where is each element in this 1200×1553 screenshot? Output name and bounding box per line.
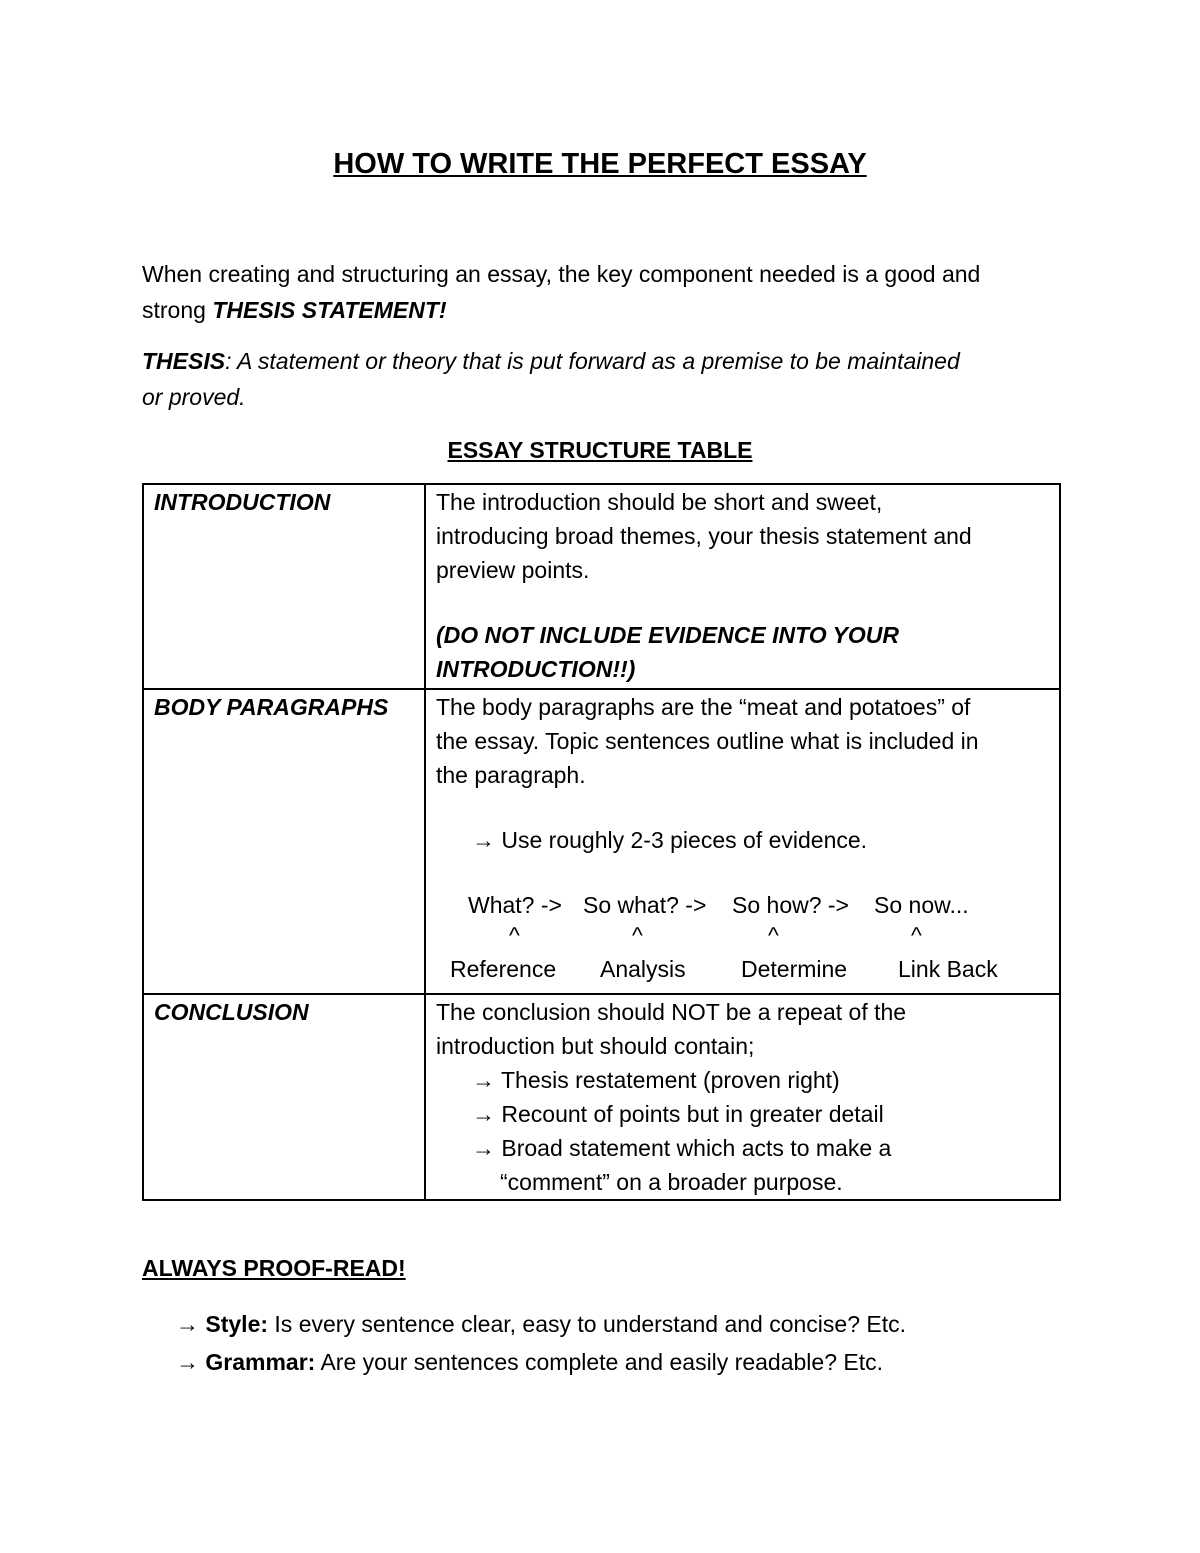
conclusion-label: CONCLUSION [143,994,425,1200]
body-paragraphs-label: BODY PARAGRAPHS [143,689,425,994]
body-paragraphs-content [425,689,1060,994]
flow-label: Link Back [898,956,998,982]
flow-question: So what? -> [583,892,707,918]
thesis-statement-emphasis: THESIS STATEMENT! [212,297,447,323]
intro-line-2-prefix: strong [142,297,213,323]
table-row-introduction [143,484,1060,689]
proofread-list [176,1305,1076,1381]
page-title: HOW TO WRITE THE PERFECT ESSAY [333,148,867,180]
introduction-line: preview points. [436,557,590,583]
proofread-heading: ALWAYS PROOF-READ! [142,1255,406,1281]
flow-label: Analysis [600,956,686,982]
conclusion-line: introduction but should contain; [436,1033,755,1059]
intro-line-2 [142,292,1072,328]
proofread-item-text: Are your sentences complete and easily readable? Etc. [315,1349,883,1375]
body-line: The body paragraphs are the “meat and potatoes” of [436,694,971,720]
introduction-line: introducing broad themes, your thesis statement and [436,523,972,549]
proofread-item-text: Is every sentence clear, easy to understand and concise? Etc. [268,1311,907,1337]
flow-label: Reference [450,956,557,982]
proofread-item-label: Grammar: [205,1349,316,1375]
flow-question: So how? -> [732,892,849,918]
conclusion-content [425,994,1060,1200]
arrow-icon: → [176,1349,206,1375]
body-line: the essay. Topic sentences outline what is included in [436,728,979,754]
proofread-item-grammar [176,1343,1076,1381]
conclusion-bullet-continuation: “comment” on a broader purpose. [500,1169,843,1195]
evidence-arrow-line: → Use roughly 2-3 pieces of evidence. [472,827,868,853]
proofread-item-style [176,1305,1076,1343]
flow-question: So now... [874,892,969,918]
analysis-flow [436,888,1049,990]
introduction-warning-line: INTRODUCTION!!) [436,656,636,682]
proofread-item-label: Style: [205,1311,269,1337]
caret-marker: ^ [632,922,643,948]
thesis-text-1: A statement or theory that is put forward as a premise to be maintained [237,348,960,374]
caret-marker: ^ [509,922,520,948]
body-line: the paragraph. [436,762,586,788]
intro-paragraph [142,256,1072,328]
conclusion-line: The conclusion should NOT be a repeat of the [436,999,907,1025]
conclusion-bullet: → Broad statement which acts to make a [472,1135,892,1161]
thesis-colon: : [225,348,238,374]
thesis-definition [142,343,1072,415]
thesis-line-2: or proved. [142,384,246,410]
arrow-icon: → [176,1311,206,1337]
table-row-conclusion [143,994,1060,1200]
table-row-body-paragraphs [143,689,1060,994]
introduction-warning-line: (DO NOT INCLUDE EVIDENCE INTO YOUR [436,622,900,648]
flow-question: What? -> [468,892,562,918]
conclusion-bullet: → Recount of points but in greater detail [472,1101,884,1127]
introduction-line: The introduction should be short and sweet, [436,489,883,515]
introduction-content [425,484,1060,689]
intro-line-1: When creating and structuring an essay, the key component needed is a good and [142,261,981,287]
table-heading: ESSAY STRUCTURE TABLE [447,437,753,463]
caret-marker: ^ [911,922,922,948]
flow-label: Determine [741,956,848,982]
essay-structure-table [142,483,1061,1201]
thesis-line-1 [142,343,1072,379]
conclusion-bullet: → Thesis restatement (proven right) [472,1067,840,1093]
thesis-label: THESIS [142,348,226,374]
caret-marker: ^ [768,922,779,948]
introduction-label: INTRODUCTION [143,484,425,689]
